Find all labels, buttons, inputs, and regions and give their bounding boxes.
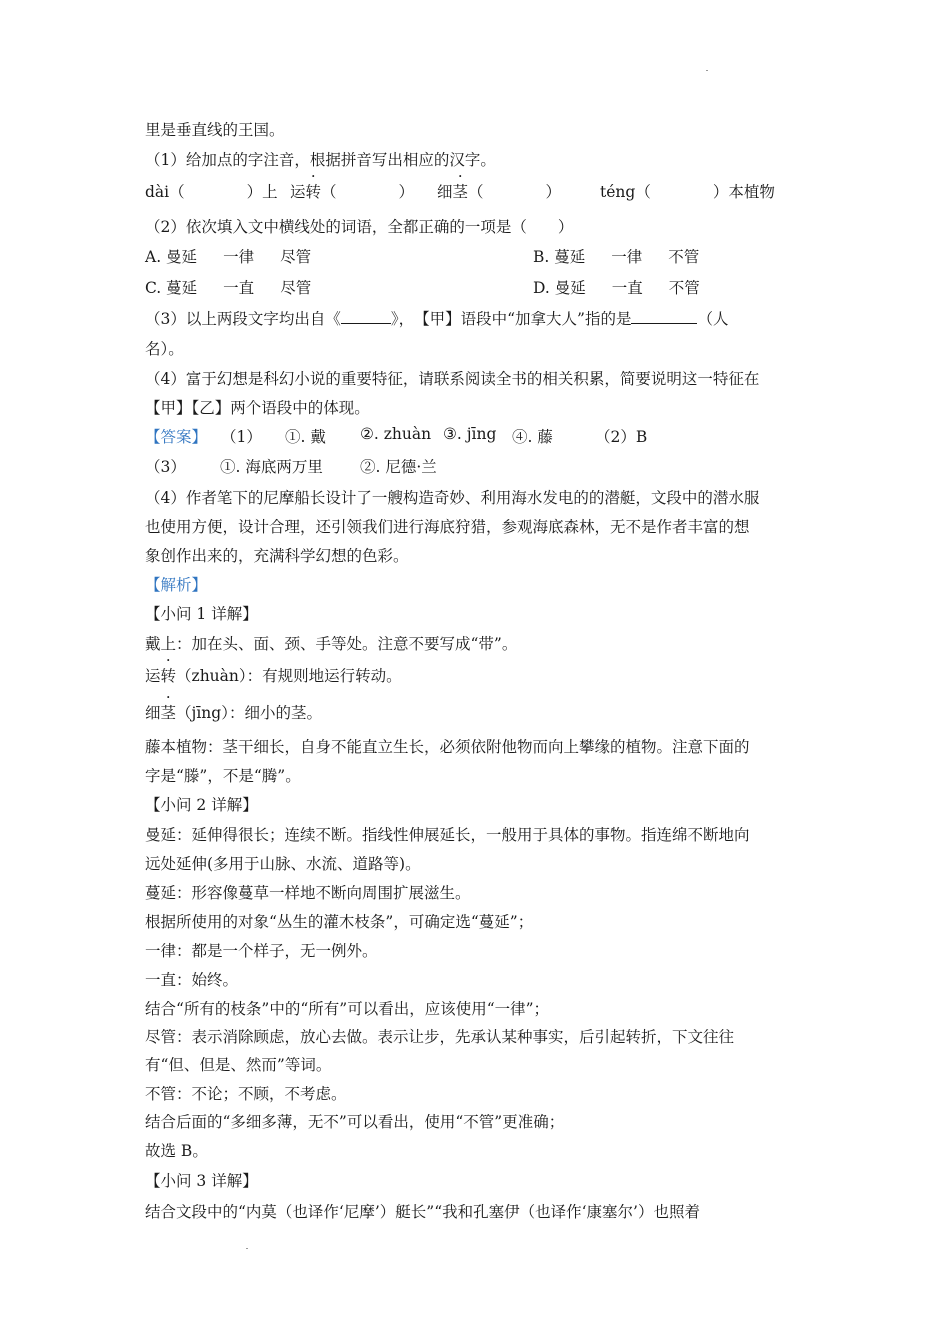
answer-l1-e: ④. 藤 <box>512 428 553 446</box>
emphasis-dot-char: 茎 <box>452 183 469 201</box>
answer-l1-b: ①. 戴 <box>285 428 326 446</box>
answer-q4-line-1: （4）作者笔下的尼摩船长设计了一艘构造奇妙、利用海水发电的的潜艇，文段中的潜水服 <box>145 489 760 507</box>
answer-l1-d: ③. jīng <box>443 425 497 443</box>
passage-end: 里是垂直线的王国。 <box>145 121 285 139</box>
analysis-s2-line: 远处延伸(多用于山脉、水流、道路等)。 <box>145 855 421 873</box>
analysis-jing: 细茎（jīng）：细小的茎。 <box>145 701 322 723</box>
analysis-s2-line: 蔓延：形容像蔓草一样地不断向周围扩展滋生。 <box>145 884 471 902</box>
analysis-tag: 【解析】 <box>145 576 208 594</box>
analysis-s2-line: 结合后面的“多细多薄，无不”可以看出，使用“不管”更准确； <box>145 1113 565 1131</box>
answer-tag: 【答案】 <box>145 428 208 446</box>
corner-mark <box>706 70 708 71</box>
analysis-s2-line: 有“但、但是、然而”等词。 <box>145 1056 332 1074</box>
answer-l1-a: （1） <box>221 428 262 446</box>
analysis-s2-line: 结合“所有的枝条”中的“所有”可以看出，应该使用“一律”； <box>145 1000 550 1018</box>
q1-prompt: （1）给加点的字注音，根据拼音写出相应的汉字。 <box>145 151 496 169</box>
emphasis-dot-char: 转 <box>160 667 177 685</box>
analysis-s2-line: 一直：始终。 <box>145 971 239 989</box>
q3-line-1: （3）以上两段文字均出自《 》， 【甲】语段中“加拿大人”指的是 （人 <box>145 310 729 328</box>
q1-item-4: téng（ ）本植物 <box>600 183 775 201</box>
person-name-blank <box>631 309 697 324</box>
analysis-heading-2: 【小问 2 详解】 <box>145 796 258 814</box>
answer-l1-c: ②. zhuàn <box>360 425 432 443</box>
corner-mark <box>246 1248 248 1249</box>
answer-q4-line-3: 象创作出来的，充满科学幻想的色彩。 <box>145 547 409 565</box>
answer-l2-a: （3） <box>145 458 186 476</box>
analysis-heading-3: 【小问 3 详解】 <box>145 1172 258 1190</box>
analysis-s2-line: 曼延：延伸得很长；连续不断。指线性伸展延长，一般用于具体的事物。指连绵不断地向 <box>145 826 750 844</box>
q2-option-b: B. 蔓延 一律 不管 <box>533 248 700 266</box>
q2-option-a: A. 曼延 一律 尽管 <box>145 248 312 266</box>
analysis-s2-line: 不管：不论；不顾，不考虑。 <box>145 1085 347 1103</box>
analysis-zhuan: 运转（zhuàn）：有规则地运行转动。 <box>145 664 402 686</box>
q1-item-3: 细茎（ ） <box>437 180 561 202</box>
q1-item-2: 运转（ ） <box>290 180 414 202</box>
analysis-s2-line: 根据所使用的对象“丛生的灌木枝条”，可确定选“蔓延”； <box>145 913 534 931</box>
answer-q4-line-2: 也使用方便，设计合理，还引领我们进行海底狩猎，参观海底森林，无不是作者丰富的想 <box>145 518 750 536</box>
emphasis-dot-char: 茎 <box>160 704 177 722</box>
analysis-dai: 戴上：加在头、面、颈、手等处。注意不要写成“带”。 <box>145 635 518 653</box>
q2-option-d: D. 曼延 一直 不管 <box>533 279 700 297</box>
book-title-blank <box>341 309 391 324</box>
analysis-s2-line: 故选 B。 <box>145 1142 208 1160</box>
q4-line-1: （4）富于幻想是科幻小说的重要特征，请联系阅读全书的相关积累，简要说明这一特征在 <box>145 370 760 388</box>
answer-l2-c: ②. 尼德·兰 <box>360 458 437 476</box>
analysis-teng-1: 藤本植物：茎干细长，自身不能直立生长，必须依附他物而向上攀缘的植物。注意下面的 <box>145 738 750 756</box>
answer-l1-f: （2）B <box>595 428 648 446</box>
answer-l2-b: ①. 海底两万里 <box>220 458 323 476</box>
q3-line-2: 名）。 <box>145 340 184 358</box>
q1-item-1: dài（ ）上 <box>145 183 278 201</box>
q4-line-2: 【甲】【乙】两个语段中的体现。 <box>145 399 370 417</box>
analysis-teng-2: 字是“滕”，不是“腾”。 <box>145 767 301 785</box>
analysis-s3-line: 结合文段中的“内莫（也译作‘尼摩’）艇长”“我和孔塞伊（也译作‘康塞尔’）也照着 <box>145 1203 700 1221</box>
q2-prompt: （2）依次填入文中横线处的词语，全都正确的一项是（ ） <box>145 218 574 236</box>
q2-option-c: C. 蔓延 一直 尽管 <box>145 279 312 297</box>
emphasis-dot-char: 转 <box>305 183 322 201</box>
analysis-s2-line: 尽管：表示消除顾虑，放心去做。表示让步，先承认某种事实，后引起转折，下文往往 <box>145 1028 735 1046</box>
analysis-s2-line: 一律：都是一个样子，无一例外。 <box>145 942 378 960</box>
analysis-heading-1: 【小问 1 详解】 <box>145 605 258 623</box>
